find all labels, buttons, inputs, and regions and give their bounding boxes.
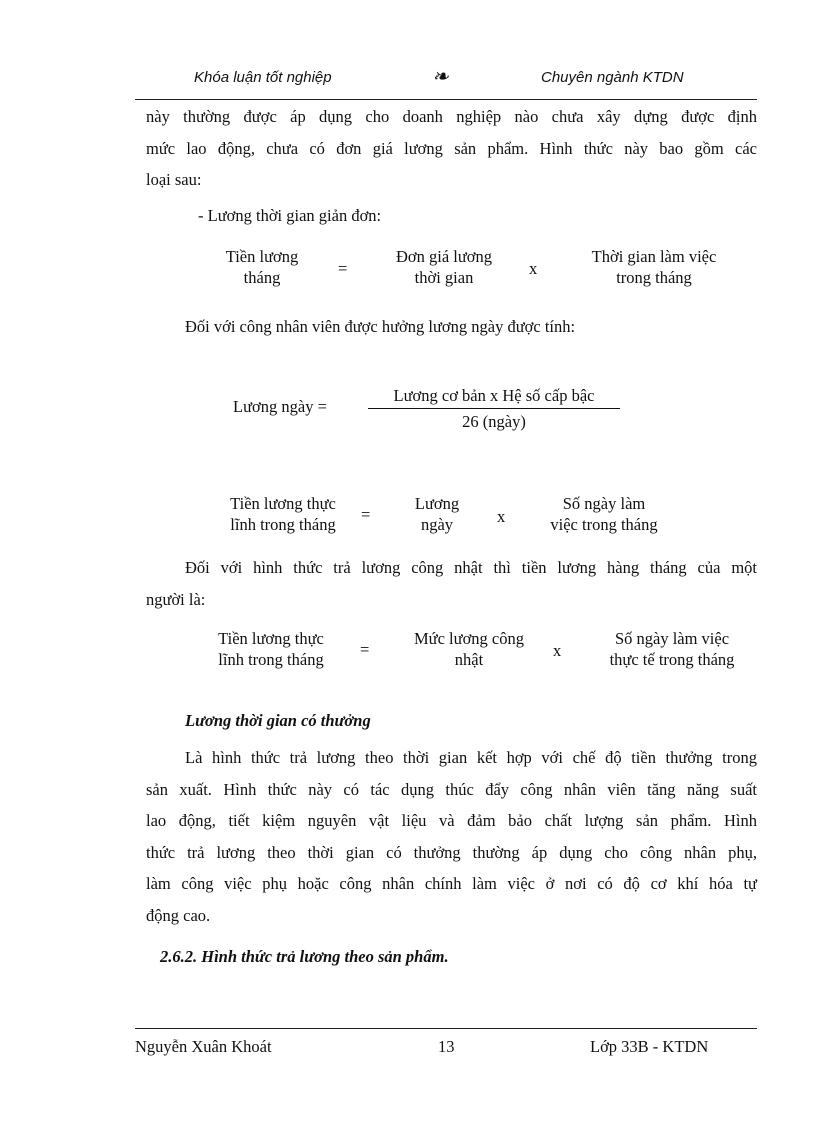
- formula2-fraction-bar: [368, 408, 620, 409]
- daily-wage-intro: Đối với công nhân viên được hưởng lương ngày được tính:: [185, 317, 576, 336]
- bonus-line: làm công việc phụ hoặc công nhân chính làm việc ở nơi có độ cơ khí hóa tự: [146, 874, 757, 893]
- bonus-line: động cao.: [146, 905, 211, 925]
- bonus-line: Là hình thức trả lương theo thời gian kết hợp với chế độ tiền thưởng trong: [185, 748, 757, 767]
- formula4-left: [200, 628, 342, 670]
- bonus-line: lao động, tiết kiệm nguyên vật liệu và đảm bảo chất lượng sản phẩm. Hình: [146, 811, 757, 830]
- formula2-denominator: 26 (ngày): [462, 412, 526, 431]
- formula-term-line: thực tế trong tháng: [609, 650, 735, 669]
- footer-class: Lớp 33B - KTDN: [590, 1037, 709, 1056]
- formula-term-line: Thời gian làm việc: [591, 247, 717, 266]
- formula-term-line: thời gian: [414, 268, 474, 287]
- formula3-middle: [398, 493, 476, 535]
- formula3-left: [212, 493, 354, 535]
- bonus-paragraph: [146, 742, 757, 931]
- formula2-numerator: Lương cơ bản x Hệ số cấp bậc: [393, 386, 595, 405]
- formula4-times: x: [553, 641, 562, 660]
- header-left-title: Khóa luận tốt nghiệp: [194, 69, 332, 86]
- intro-line: này thường được áp dụng cho doanh nghiệp nào chưa xây dựng được định: [146, 107, 757, 126]
- formula-term-line: ngày: [420, 515, 454, 534]
- header-ornament-icon: ❧: [432, 66, 449, 88]
- formula4-right: [594, 628, 750, 670]
- formula-term-line: Đơn giá lương: [395, 247, 493, 266]
- footer-page-number: 13: [438, 1037, 455, 1056]
- formula-term-line: trong tháng: [616, 268, 692, 287]
- intro-line: mức lao động, chưa có đơn giá lương sản phẩm. Hình thức này bao gồm các: [146, 138, 757, 158]
- formula-term-line: việc trong tháng: [550, 515, 658, 534]
- formula-term-line: Số ngày làm: [562, 494, 646, 513]
- formula-term-line: lĩnh trong tháng: [230, 515, 336, 534]
- formula-term-line: Mức lương công: [413, 629, 524, 648]
- formula1-times: x: [529, 259, 538, 278]
- formula-term-line: Lương: [414, 494, 460, 513]
- bonus-line: thức trả lương theo thời gian có thưởng thường áp dụng cho công nhân phụ,: [146, 842, 757, 862]
- footer-author: Nguyễn Xuân Khoát: [135, 1037, 272, 1056]
- bonus-line: sản xuất. Hình thức này có tác dụng thúc đẩy công nhân viên tăng năng suất: [146, 779, 757, 799]
- intro-line: loại sau:: [146, 170, 202, 189]
- formula1-equals: =: [338, 259, 348, 278]
- daily-labor-line: Đối với hình thức trả lương công nhật thì tiền lương hàng tháng của một: [185, 558, 757, 577]
- formula-term-line: tháng: [243, 268, 281, 287]
- header-right-title: Chuyên ngành KTDN: [541, 69, 684, 86]
- formula-term-line: lĩnh trong tháng: [218, 650, 324, 669]
- daily-labor-paragraph: [146, 552, 757, 615]
- formula-term-line: nhật: [454, 650, 484, 669]
- section-heading: 2.6.2. Hình thức trả lương theo sản phẩm.: [160, 947, 449, 966]
- formula4-middle: [398, 628, 540, 670]
- formula2-label: Lương ngày =: [233, 397, 327, 416]
- formula-term-line: Tiền lương thực: [218, 629, 324, 648]
- formula-term-line: Số ngày làm việc: [614, 629, 730, 648]
- bullet-simple-time-wage: - Lương thời gian giản đơn:: [198, 206, 382, 225]
- daily-labor-line: người là:: [146, 589, 206, 609]
- formula-term-line: Tiền lương thực: [230, 494, 336, 513]
- formula3-times: x: [497, 507, 506, 526]
- header-rule: [135, 99, 757, 100]
- formula1-right: [575, 246, 733, 288]
- formula4-equals: =: [360, 640, 370, 659]
- bonus-time-wage-heading: Lương thời gian có thưởng: [185, 711, 371, 730]
- formula1-middle: [378, 246, 510, 288]
- formula-term-line: Tiền lương: [225, 247, 299, 266]
- footer-rule: [135, 1028, 757, 1029]
- formula3-equals: =: [361, 505, 371, 524]
- intro-paragraph: [146, 101, 757, 196]
- formula1-left: [206, 246, 318, 288]
- formula3-right: [534, 493, 674, 535]
